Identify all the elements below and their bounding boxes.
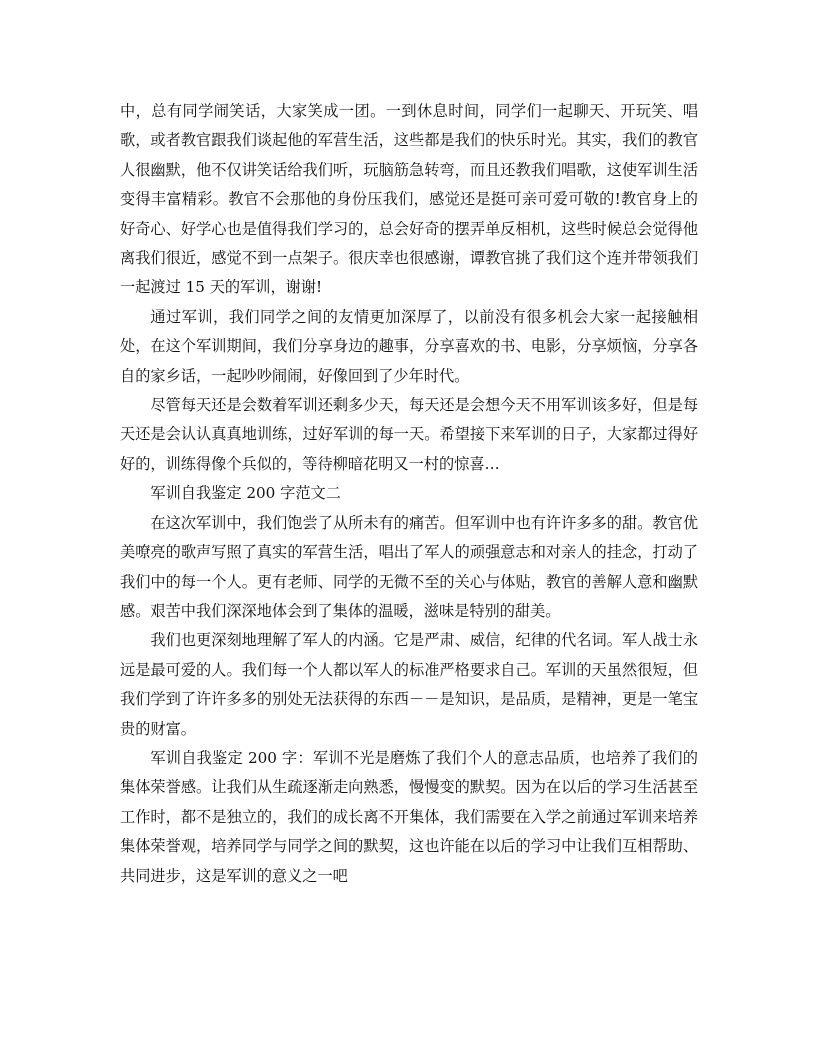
document-body — [120, 97, 698, 891]
paragraph-5: 我们也更深刻地理解了军人的内涵。它是严肃、威信，纪律的代名词。军人战士永远是最可爱的人。我们每一个人都以军人的标准严格要求自己。军训的天虽然很短，但我们学到了许许多多的别处无法获得的东西－－是知识，是品质，是精神，更是一笔宝贵的财富。 — [120, 631, 698, 738]
paragraph-1: 中，总有同学闹笑话，大家笑成一团。一到休息时间，同学们一起聊天、开玩笑、唱歌，或者教官跟我们谈起他的军营生活，这些都是我们的快乐时光。其实，我们的教官人很幽默，他不仅讲笑话给我们听，玩脑筋急转弯，而且还教我们唱歌，这使军训生活变得丰富精彩。教官不会那他的身份压我们，感觉还是挺可亲可爱可敬的!教官身上的好奇心、好学心也是值得我们学习的，总会好奇的摆弄单反相机，这些时候总会觉得他离我们很近，感觉不到一点架子。很庆幸也很感谢，谭教官挑了我们这个连并带领我们一起渡过 15 天的军训，谢谢! — [120, 102, 698, 297]
section-heading: 军训自我鉴定 200 字范文二 — [150, 484, 341, 503]
paragraph-6: 军训自我鉴定 200 字：军训不光是磨炼了我们个人的意志品质，也培养了我们的集体荣誉感。让我们从生疏逐渐走向熟悉，慢慢变的默契。因为在以后的学习生活甚至工作时，都不是独立的，我们的成长离不开集体，我们需要在入学之前通过军训来培养集体荣誉观，培养同学与同学之间的默契，这也许能在以后的学习中让我们互相帮助、共同进步，这是军训的意义之一吧 — [120, 748, 698, 885]
paragraph-4: 在这次军训中，我们饱尝了从所未有的痛苦。但军训中也有许许多多的甜。教官优美嘹亮的歌声写照了真实的军营生活，唱出了军人的顽强意志和对亲人的挂念，打动了我们中的每一个人。更有老师、同学的无微不至的关心与体贴，教官的善解人意和幽默感。艰苦中我们深深地体会到了集体的温暖，滋味是特别的甜美。 — [120, 513, 698, 620]
paragraph-2: 通过军训，我们同学之间的友情更加深厚了，以前没有很多机会大家一起接触相处，在这个军训期间，我们分享身边的趣事，分享喜欢的书、电影，分享烦恼，分享各自的家乡话，一起吵吵闹闹，好像回到了少年时代。 — [120, 307, 698, 385]
paragraph-3: 尽管每天还是会数着军训还剩多少天，每天还是会想今天不用军训该多好，但是每天还是会认认真真地训练，过好军训的每一天。希望接下来军训的日子，大家都过得好好的，训练得像个兵似的，等待柳暗花明又一村的惊喜… — [120, 396, 698, 473]
